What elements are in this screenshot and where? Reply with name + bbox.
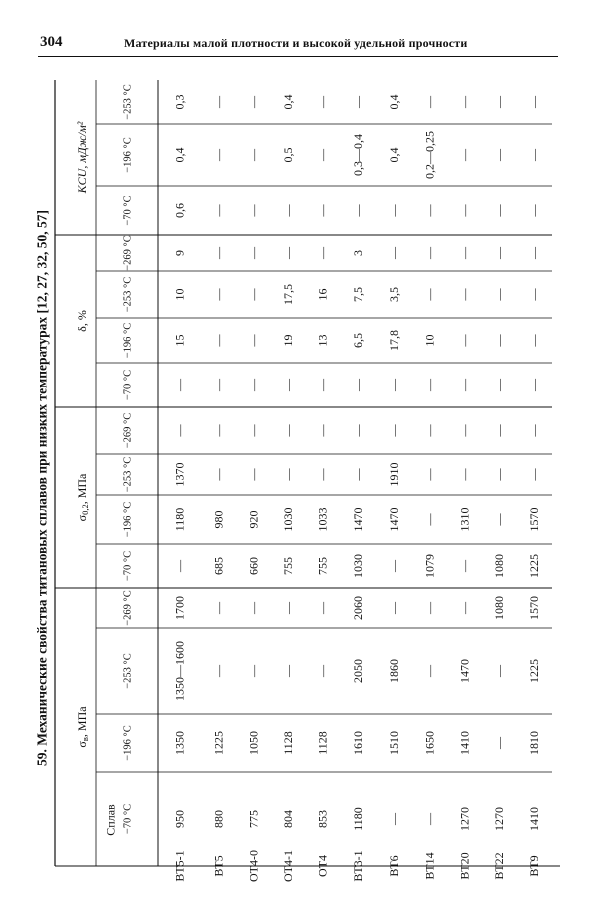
table-cell: — [457, 424, 472, 437]
table-cell: 1860 [387, 659, 401, 683]
table-cell: — [492, 96, 506, 108]
table-cell: — [351, 468, 365, 481]
temperature-header: −253 °С [122, 84, 134, 120]
table-cell: — [211, 665, 226, 677]
table-cell: — [246, 665, 261, 677]
temperature-header: −196 °С [122, 501, 134, 538]
table-cell: 9 [172, 250, 187, 256]
table-cell: 1030 [281, 507, 295, 532]
table-cell: 1128 [281, 731, 295, 755]
table-cell: — [527, 247, 541, 259]
group-symbol: σ [75, 741, 89, 748]
table-cell: 1910 [387, 462, 401, 487]
group-header [75, 310, 89, 332]
table-cell: — [492, 468, 506, 481]
table-cell: — [527, 204, 541, 217]
alloy-name: ВТ9 [527, 855, 541, 877]
table-cell: 755 [281, 557, 295, 575]
table-cell: — [387, 813, 401, 825]
table-cell: — [315, 424, 330, 437]
table-cell: — [351, 204, 365, 217]
table-cell: — [315, 204, 330, 217]
table-cell: 1128 [315, 731, 330, 755]
table-cell: — [351, 96, 365, 108]
table-cell: — [211, 247, 226, 259]
table-cell: — [315, 149, 330, 161]
table-cell: 1225 [527, 659, 541, 683]
table-cell: 1180 [172, 507, 187, 532]
temperature-header: −70 °С [122, 369, 134, 401]
table-cell: — [422, 602, 437, 614]
group-header [75, 121, 89, 194]
table-cell: 17,5 [281, 284, 295, 305]
table-cell: 0,4 [387, 147, 401, 163]
table-cell: — [527, 334, 541, 347]
table-caption: 59. Механические свойства титановых сплавов при низких температурах [12, 27, 32, 50, 57] [34, 209, 50, 767]
table-cell: 1410 [457, 731, 472, 755]
table-cell: 1310 [457, 507, 472, 532]
group-symbol: δ, % [75, 310, 89, 332]
table-cell: — [492, 665, 506, 677]
group-symbol: σ [75, 514, 89, 522]
table-cell: — [211, 379, 226, 391]
table-cell: — [387, 602, 401, 614]
table-cell: — [281, 424, 295, 437]
table-cell: — [457, 602, 472, 614]
table-cell: — [172, 379, 187, 391]
table-cell: — [492, 334, 506, 347]
table-cell: — [211, 424, 226, 437]
table-cell: — [246, 334, 261, 347]
table-cell: — [211, 96, 226, 108]
temperature-header: −70 °С [122, 195, 134, 226]
table-cell: 6,5 [351, 333, 365, 348]
table-cell: — [492, 288, 506, 301]
table-cell: — [246, 204, 261, 217]
alloy-name: ВТ14 [422, 852, 437, 880]
table-cell: — [492, 149, 506, 161]
temperature-header: −196 °С [122, 137, 134, 173]
table-cell: — [246, 379, 261, 391]
table-cell: — [492, 247, 506, 259]
table-cell: 1570 [527, 507, 541, 532]
table-cell: 685 [211, 557, 226, 575]
table-cell: 755 [315, 557, 330, 575]
table-cell: — [422, 247, 437, 259]
table-cell: — [211, 334, 226, 347]
alloy-name: ОТ4-0 [246, 850, 261, 882]
group-unit: , МПа [75, 706, 89, 738]
table-cell: 19 [281, 334, 295, 347]
table-cell: 0,3 [172, 94, 187, 110]
table-cell: — [172, 424, 187, 437]
table-cell: 1810 [527, 731, 541, 755]
temperature-header: −196 °С [122, 725, 134, 761]
table-cell: 1079 [422, 554, 437, 578]
table-cell: — [315, 665, 330, 677]
table-cell: — [246, 602, 261, 614]
table-cell: — [422, 665, 437, 677]
table-cell: 1050 [246, 731, 261, 755]
table-cell: 853 [315, 810, 330, 828]
table-cell: 10 [172, 288, 187, 301]
table-cell: — [281, 468, 295, 481]
table-cell: 1610 [351, 731, 365, 755]
table-cell: — [422, 96, 437, 108]
table-cell: — [315, 602, 330, 614]
temperature-header: −253 °С [122, 653, 134, 689]
table-cell: — [422, 813, 437, 825]
table-cell: 804 [281, 810, 295, 828]
table-cell: 0,4 [172, 147, 187, 163]
temperature-header: −70 °С [122, 803, 134, 835]
table-cell: — [492, 737, 506, 749]
group-unit: , МПа [75, 473, 89, 505]
group-header [75, 473, 90, 521]
table-cell: — [315, 96, 330, 108]
table-cell: — [457, 468, 472, 481]
table-cell: — [457, 204, 472, 217]
table-cell: 980 [211, 510, 226, 529]
group-subscript: 0,2 [80, 504, 90, 515]
group-header [75, 706, 90, 748]
table-cell: — [422, 424, 437, 437]
alloy-name: ВТ3-1 [351, 850, 365, 882]
table-cell: 1470 [351, 507, 365, 532]
table-cell: — [387, 560, 401, 572]
table-cell: — [387, 247, 401, 259]
table-cell: 1510 [387, 731, 401, 755]
table-cell: — [351, 379, 365, 391]
table-cell: — [211, 149, 226, 161]
page-number: 304 [40, 34, 63, 50]
alloy-name: ВТ5-1 [172, 850, 187, 882]
table-cell: — [315, 468, 330, 481]
table-cell: — [527, 149, 541, 161]
table-cell: — [246, 149, 261, 161]
table-cell: 1225 [211, 731, 226, 755]
table-cell: — [457, 247, 472, 259]
table-cell: 0,4 [387, 94, 401, 110]
table-cell: — [527, 379, 541, 391]
table-cell: 1410 [527, 807, 541, 831]
table-cell: — [527, 424, 541, 437]
table-cell: 0,6 [172, 203, 187, 218]
table-cell: 1570 [527, 596, 541, 620]
table-cell: — [281, 379, 295, 391]
temperature-header: −196 °С [122, 322, 134, 359]
table-cell: 950 [172, 810, 187, 828]
table-cell: 1225 [527, 554, 541, 578]
table-cell: — [457, 379, 472, 391]
table-cell: — [527, 288, 541, 301]
table-cell: 1270 [492, 807, 506, 831]
temperature-header: −269 °С [122, 412, 134, 449]
table-cell: 1470 [387, 507, 401, 532]
table-cell: 1470 [457, 659, 472, 683]
table-cell: — [281, 602, 295, 614]
table-cell: 3,5 [387, 287, 401, 302]
table-cell: 15 [172, 334, 187, 347]
table-cell: 16 [315, 288, 330, 301]
table-cell: — [457, 560, 472, 572]
table-cell: — [457, 288, 472, 301]
table-cell: 1370 [172, 462, 187, 487]
table-cell: 2060 [351, 596, 365, 620]
table-cell: 13 [315, 334, 330, 347]
table-cell: — [422, 513, 437, 526]
alloy-name: ВТ20 [457, 852, 472, 880]
temperature-header: −269 °С [122, 235, 134, 271]
table-cell: 1700 [172, 596, 187, 620]
table-cell: — [527, 96, 541, 108]
alloy-header: Сплав [103, 804, 118, 836]
alloy-name: ОТ4-1 [281, 850, 295, 882]
table-cell: 1080 [492, 554, 506, 578]
table-cell: — [422, 288, 437, 301]
table-cell: — [281, 204, 295, 217]
table-cell: — [492, 513, 506, 526]
table-cell: — [315, 247, 330, 259]
table-cell: — [422, 468, 437, 481]
table-cell: 1180 [351, 807, 365, 831]
table-cell: — [527, 468, 541, 481]
temperature-header: −253 °С [122, 456, 134, 493]
table-cell: — [246, 288, 261, 301]
table-cell: 10 [422, 334, 437, 347]
table-cell: — [492, 424, 506, 437]
table-cell: — [422, 204, 437, 217]
alloy-name: ВТ5 [211, 855, 226, 877]
table-cell: 2050 [351, 659, 365, 683]
table-cell: — [172, 560, 187, 572]
running-title: Материалы малой плотности и высокой удельной прочности [124, 36, 468, 50]
table-cell: — [281, 665, 295, 677]
temperature-header: −269 °С [122, 590, 134, 626]
table-cell: — [492, 204, 506, 217]
table-cell: — [422, 379, 437, 391]
group-symbol: KCU, мДж/м² [75, 121, 89, 194]
table-cell: 0,4 [281, 94, 295, 110]
table-cell: 0,2—0,25 [422, 131, 437, 179]
group-subscript: в [80, 737, 90, 742]
temperature-header: −70 °С [122, 550, 134, 582]
table-cell: 1650 [422, 731, 437, 755]
table-cell: 920 [246, 510, 261, 529]
table-cell: — [387, 379, 401, 391]
table-cell: — [315, 379, 330, 391]
table-cell: 1350—1600 [172, 641, 187, 701]
table-cell: 0,5 [281, 147, 295, 163]
table-cell: — [211, 288, 226, 301]
alloy-name: ОТ4 [315, 855, 330, 877]
table-cell: — [211, 468, 226, 481]
table-cell: — [281, 247, 295, 259]
alloy-name: ВТ22 [492, 852, 506, 880]
table-cell: — [492, 379, 506, 391]
table-cell: — [246, 468, 261, 481]
table-cell: 3 [351, 250, 365, 256]
table-cell: 1030 [351, 554, 365, 578]
temperature-header: −253 °С [122, 276, 134, 313]
table-cell: — [457, 149, 472, 161]
table-cell: 660 [246, 557, 261, 575]
alloy-name: ВТ6 [387, 855, 401, 877]
table-cell: 7,5 [351, 287, 365, 302]
table-cell: — [246, 424, 261, 437]
table-cell: 1080 [492, 596, 506, 620]
table-cell: 1270 [457, 807, 472, 831]
table-cell: — [387, 424, 401, 437]
table-cell: 1033 [315, 507, 330, 532]
table-cell: — [351, 424, 365, 437]
table-cell: — [246, 247, 261, 259]
table-cell: 0,3—0,4 [351, 134, 365, 176]
table-cell: 17,8 [387, 330, 401, 351]
table-cell: — [211, 602, 226, 614]
table-cell: 775 [246, 810, 261, 828]
table-cell: — [211, 204, 226, 217]
table-cell: — [457, 334, 472, 347]
table-cell: — [387, 204, 401, 217]
table-cell: 1350 [172, 731, 187, 755]
table-cell: — [457, 96, 472, 108]
table-cell: — [246, 96, 261, 108]
table-cell: 880 [211, 810, 226, 828]
